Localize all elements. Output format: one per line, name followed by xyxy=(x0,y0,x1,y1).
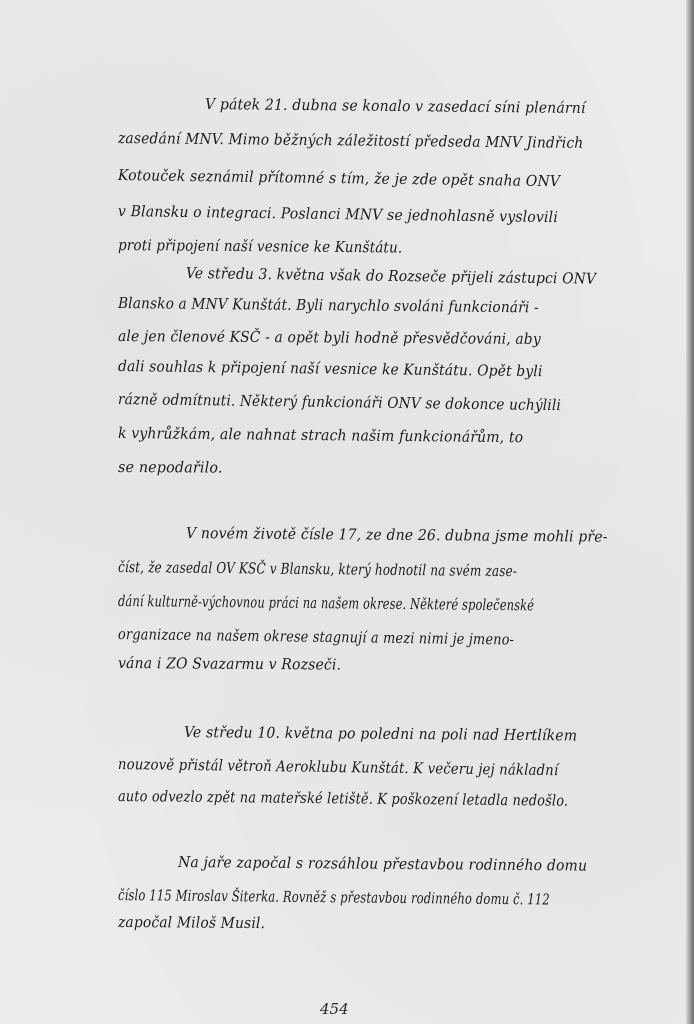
text-line: zasedání MNV. Mimo běžných záležitostí předseda MNV Jindřich xyxy=(117,129,584,152)
text-line: rázně odmítnuti. Některý funkcionáři ONV se dokonce uchýlili xyxy=(117,390,562,415)
text-line: započal Miloš Musil. xyxy=(117,913,266,933)
text-line: Na jaře započal s rozsáhlou přestavbou rodinného domu xyxy=(177,853,588,875)
text-line: organizace na našem okrese stagnují a mezi nimi je jmeno- xyxy=(117,625,515,649)
page-number: 454 xyxy=(320,1000,349,1018)
text-line: auto odvezlo zpět na mateřské letiště. K poškození letadla nedošlo. xyxy=(117,787,569,810)
text-line: se nepodařilo. xyxy=(117,458,223,477)
text-line: číslo 115 Miroslav Šiterka. Rovněž s přestavbou rodinného domu č. 112 xyxy=(117,886,550,909)
text-line: Ve středu 10. května po poledni na poli nad Hertlíkem xyxy=(183,723,578,745)
text-line: v Blansku o integraci. Poslanci MNV se jednohlasně vyslovili xyxy=(117,202,559,227)
text-line: V novém životě čísle 17, ze dne 26. dubna jsme mohli pře- xyxy=(185,524,608,546)
text-line: nouzově přistál větroň Aeroklubu Kunštát. K večeru jej nákladní xyxy=(117,755,559,780)
text-line: číst, že zasedal OV KSČ v Blansku, který hodnotil na svém zase- xyxy=(117,558,518,581)
text-line: Blansko a MNV Kunštát. Byli narychlo svoláni funkcionáři - xyxy=(117,294,539,317)
text-line: V pátek 21. dubna se konalo v zasedací síni plenární xyxy=(204,95,586,117)
text-line: proti připojení naší vesnice ke Kunštátu. xyxy=(117,236,403,257)
text-line: k vyhrůžkám, ale nahnat strach našim funkcionářům, to xyxy=(117,424,524,447)
text-line: ale jen členové KSČ - a opět byli hodně přesvědčováni, aby xyxy=(117,327,541,348)
text-line: Ve středu 3. května však do Rozseče přijeli zástupci ONV xyxy=(185,264,597,288)
page-edge-shadow xyxy=(686,0,694,1024)
text-line: dání kulturně-výchovnou práci na našem okrese. Některé společenské xyxy=(117,592,535,615)
text-line: Kotouček seznámil přítomné s tím, že je zde opět snaha ONV xyxy=(117,166,561,191)
text-line: vána i ZO Svazarmu v Rozseči. xyxy=(117,654,342,674)
text-line: dali souhlas k připojení naší vesnice ke Kunštátu. Opět byli xyxy=(117,357,543,381)
